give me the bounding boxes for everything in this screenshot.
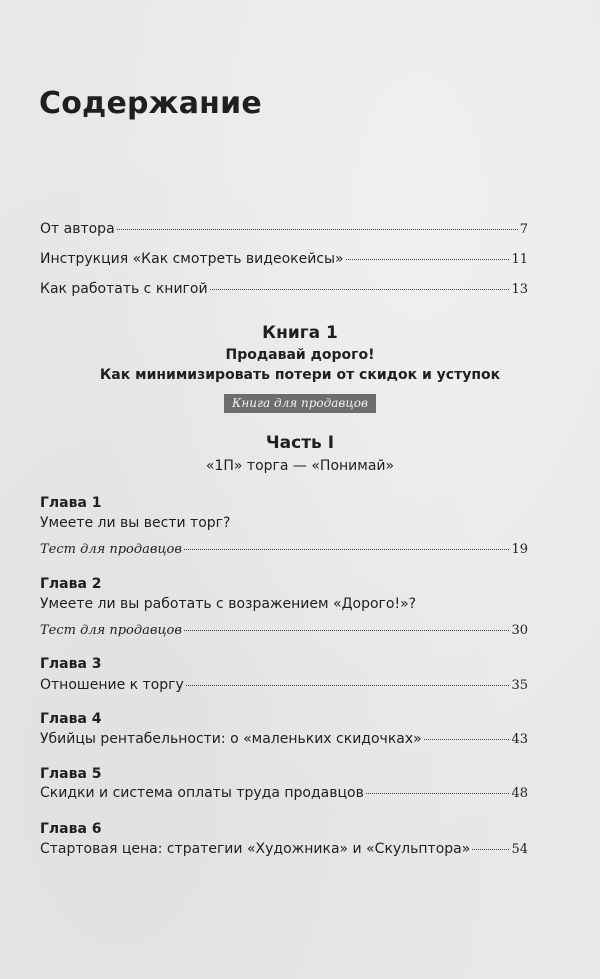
toc-entry-label: Умеете ли вы работать с возражением «Дорого!»? (40, 596, 417, 612)
chapter-heading: Глава 3 (40, 656, 102, 672)
toc-entry-label: От автора (40, 221, 115, 237)
leader-dots (346, 258, 510, 260)
toc-entry-label: Умеете ли вы вести торг? (40, 515, 231, 531)
leader-dots (117, 228, 518, 230)
toc-entry-chapter-1[interactable] (40, 514, 528, 532)
toc-entry-label: Тест для продавцов (40, 623, 182, 638)
toc-entry-page: 13 (511, 282, 528, 297)
toc-entry-page: 7 (519, 222, 528, 237)
toc-entry-page: 30 (511, 623, 528, 638)
toc-entry-chapter-3[interactable] (40, 676, 528, 695)
toc-entry-page: 48 (511, 786, 528, 801)
toc-entry-chapter-1-test[interactable] (40, 541, 528, 559)
leader-dots (210, 288, 510, 290)
toc-entry-chapter-4[interactable] (40, 730, 528, 749)
toc-entry-video-instructions[interactable] (40, 250, 528, 269)
toc-entry-label: Отношение к торгу (40, 677, 184, 693)
book-badge-wrap (0, 392, 600, 413)
chapter-heading: Глава 4 (40, 711, 102, 727)
toc-entry-label: Скидки и система оплаты труда продавцов (40, 785, 364, 801)
toc-entry-page: 19 (511, 542, 528, 557)
toc-entry-label: Как работать с книгой (40, 281, 208, 297)
toc-entry-label: Убийцы рентабельности: о «маленьких скидочках» (40, 731, 422, 747)
book-subtitle-2: Как минимизировать потери от скидок и уступок (99, 367, 501, 383)
page-title: Содержание (39, 86, 262, 121)
leader-dots (472, 848, 509, 850)
chapter-heading: Глава 2 (40, 576, 102, 592)
leader-dots (186, 684, 510, 686)
part-subtitle: «1П» торга — «Понимай» (205, 458, 395, 474)
chapter-heading: Глава 5 (40, 766, 102, 782)
chapter-heading: Глава 1 (40, 495, 102, 511)
toc-entry-from-author[interactable] (40, 220, 528, 239)
toc-entry-page: 11 (511, 252, 528, 267)
leader-dots (184, 629, 510, 631)
toc-entry-label: Тест для продавцов (40, 542, 182, 557)
toc-entry-label: Стартовая цена: стратегии «Художника» и «Скульптора» (40, 841, 471, 857)
leader-dots (184, 548, 510, 550)
toc-entry-chapter-6[interactable] (40, 840, 528, 859)
leader-dots (424, 738, 510, 740)
toc-entry-chapter-2-test[interactable] (40, 622, 528, 640)
toc-entry-page: 54 (511, 842, 528, 857)
book-title: Книга 1 (262, 323, 338, 343)
toc-entry-label: Инструкция «Как смотреть видеокейсы» (40, 251, 344, 267)
book-subtitle: Продавай дорого! (225, 347, 375, 363)
chapter-heading: Глава 6 (40, 821, 102, 837)
book-badge: Книга для продавцов (224, 394, 376, 413)
leader-dots (366, 792, 510, 794)
toc-entry-chapter-5[interactable] (40, 784, 528, 803)
part-title: Часть I (265, 433, 335, 453)
toc-entry-chapter-2[interactable] (40, 595, 528, 613)
toc-entry-page: 43 (511, 732, 528, 747)
toc-entry-how-to-work[interactable] (40, 280, 528, 299)
toc-entry-page: 35 (511, 678, 528, 693)
